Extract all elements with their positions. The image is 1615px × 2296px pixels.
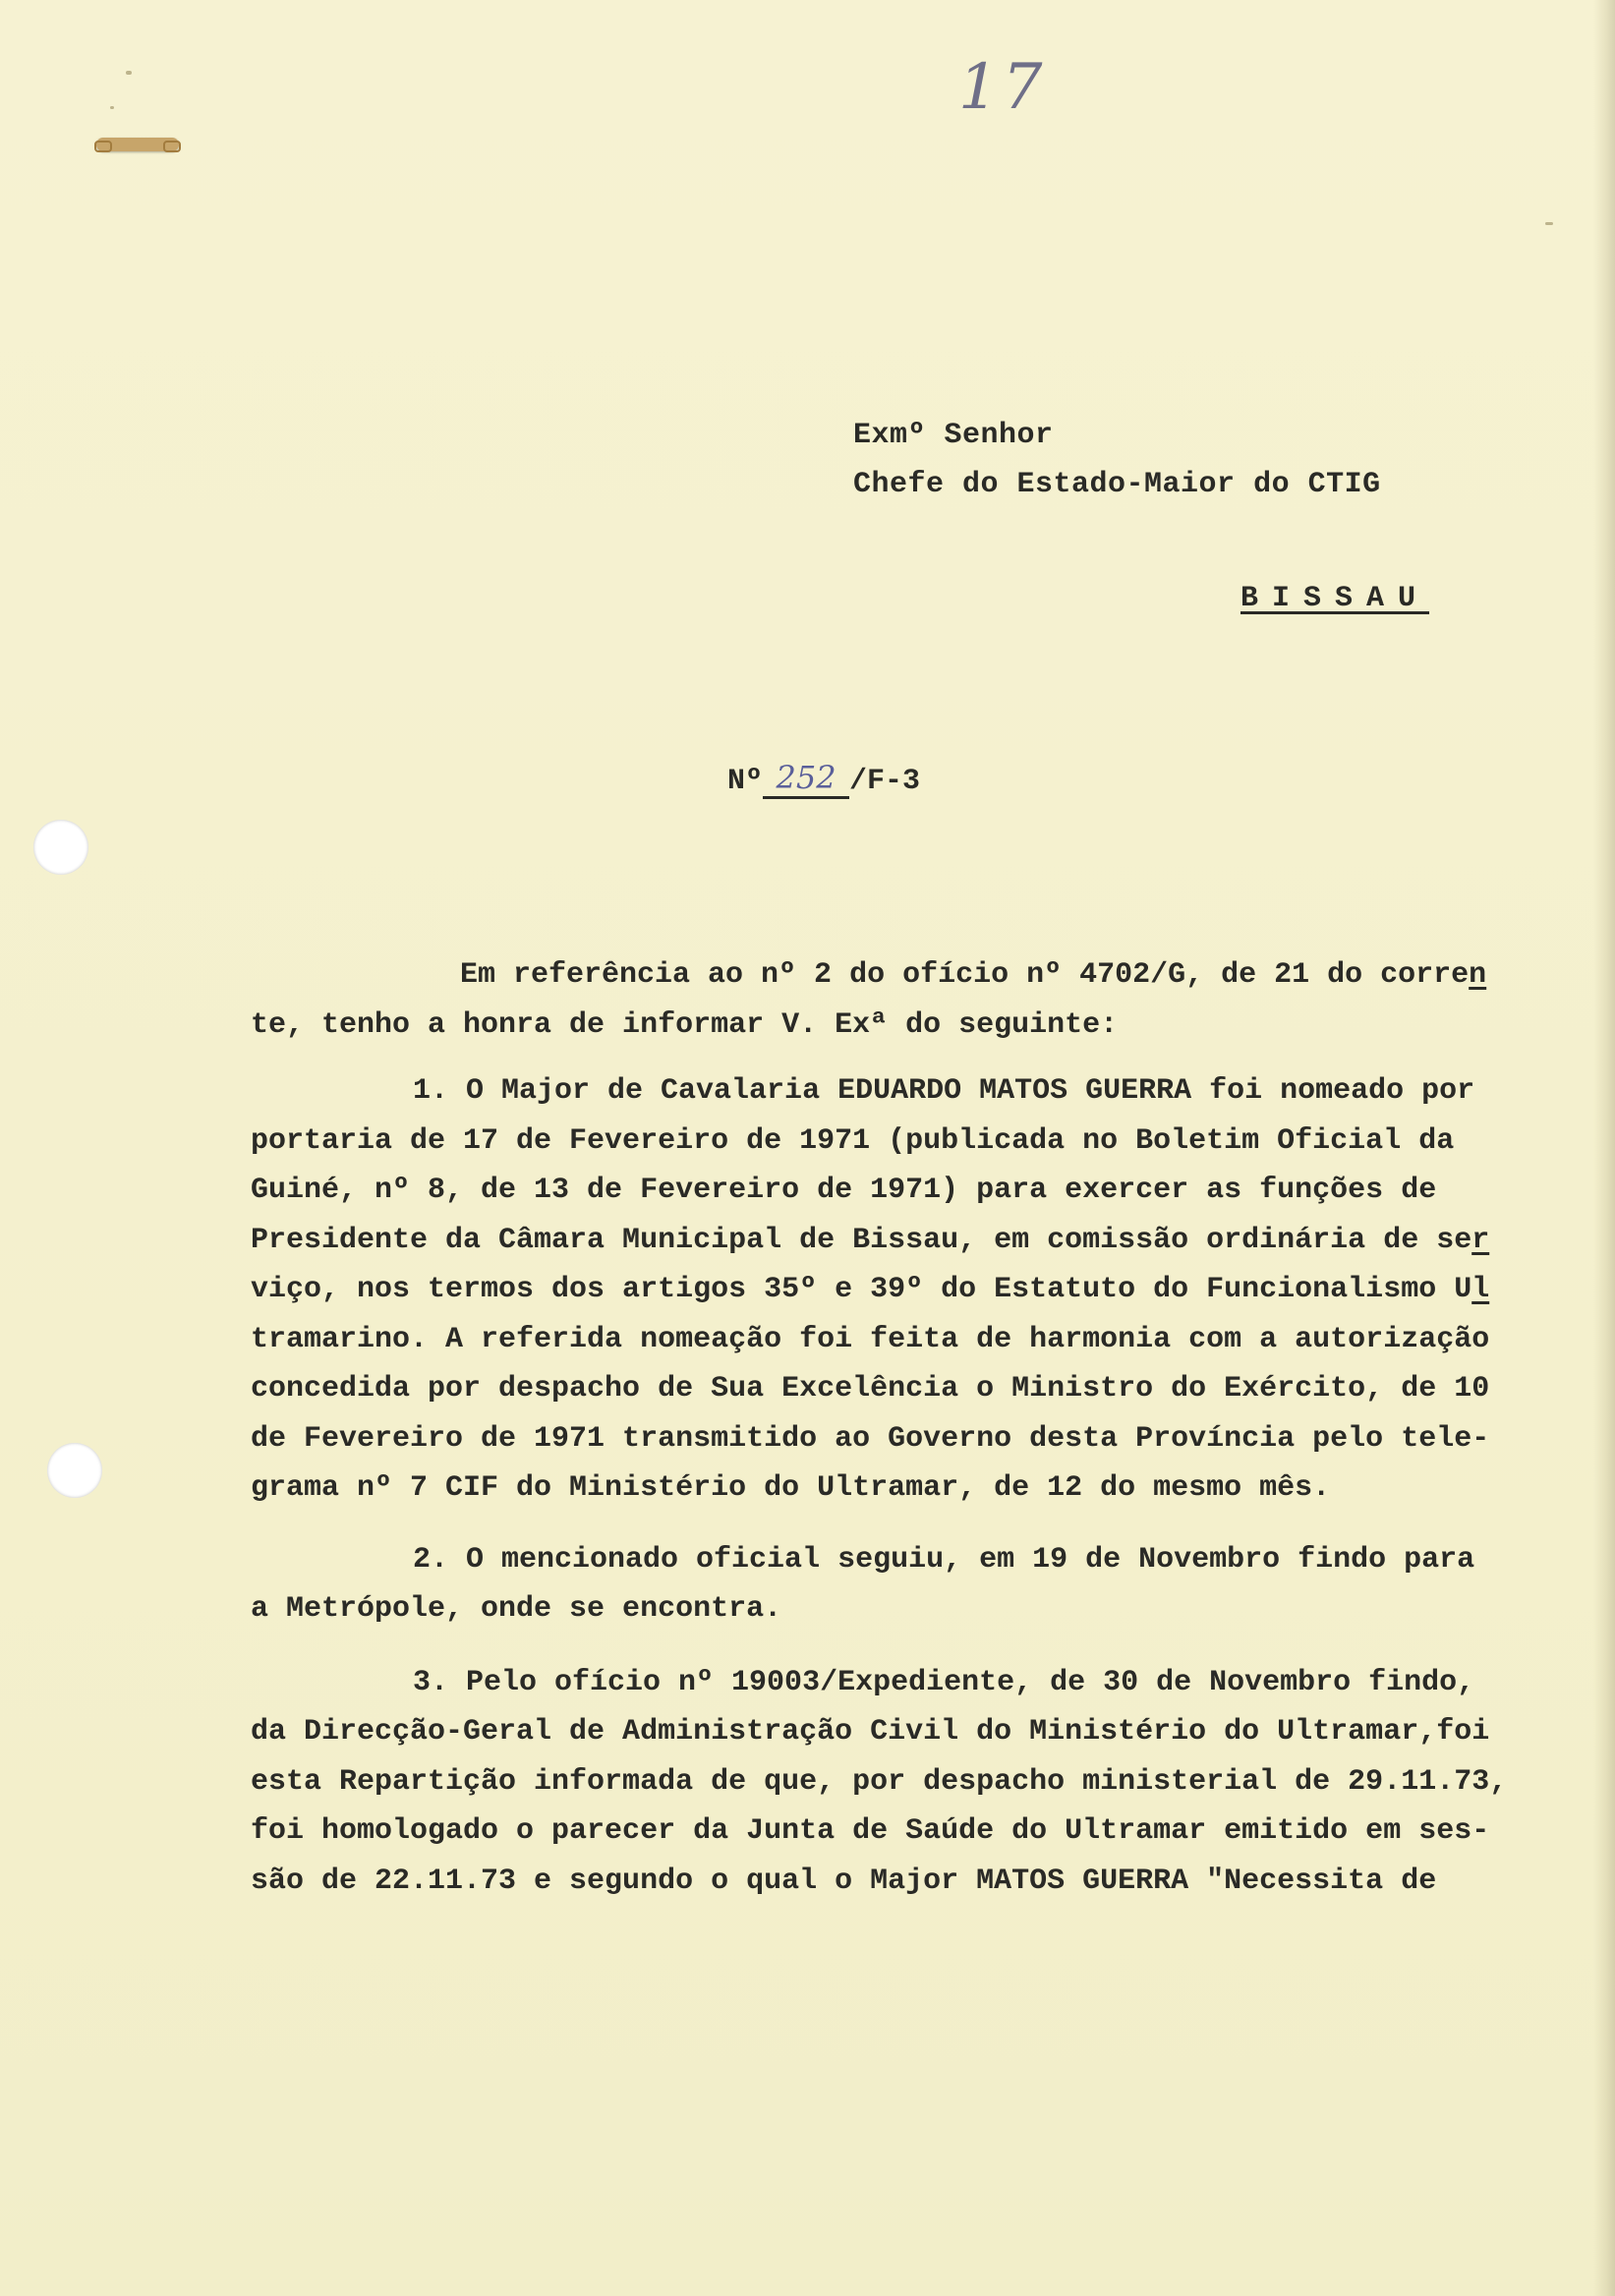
paragraph-line	[251, 1857, 1489, 1907]
paragraph-2	[251, 1066, 1489, 1514]
punch-hole-top	[33, 820, 88, 875]
line-text: grama nº 7 CIF do Ministério do Ultramar, de 12 do mesmo mês.	[251, 1471, 1331, 1505]
paragraph-line	[251, 1066, 1489, 1117]
paragraph-line	[251, 1117, 1489, 1167]
paragraph-line	[251, 1584, 1489, 1635]
paragraph-line	[251, 1265, 1489, 1315]
line-text: da Direcção-Geral de Administração Civil do Ministério do Ultramar,foi	[251, 1715, 1490, 1749]
paragraph-line	[251, 1364, 1489, 1414]
line-end-underlined: n	[1469, 958, 1487, 992]
paragraph-line	[251, 1414, 1489, 1464]
paragraph-line	[251, 1707, 1489, 1757]
paragraph-line	[251, 1166, 1489, 1216]
staple	[96, 138, 179, 151]
line-text: são de 22.11.73 e segundo o qual o Major MATOS GUERRA "Necessita de	[251, 1864, 1437, 1898]
line-text: 3. Pelo ofício nº 19003/Expediente, de 30 de Novembro findo,	[413, 1665, 1475, 1699]
paper-edge-shadow	[1593, 0, 1615, 2296]
paragraph-1	[251, 950, 1489, 1050]
paragraph-line	[251, 950, 1489, 1001]
line-text: esta Repartição informada de que, por despacho ministerial de 29.11.73,	[251, 1764, 1508, 1799]
line-text: tramarino. A referida nomeação foi feita de harmonia com a autorização	[251, 1322, 1490, 1356]
line-text: Presidente da Câmara Municipal de Bissau, em comissão ordinária de se	[251, 1223, 1472, 1257]
paragraph-line	[251, 1216, 1489, 1266]
recipient-title: Chefe do Estado-Maior do CTIG	[853, 468, 1381, 501]
paper-speck	[126, 71, 132, 75]
reference-number-handwritten: 252	[763, 759, 849, 799]
reference-suffix: /F-3	[849, 765, 921, 798]
paragraph-line	[251, 1535, 1489, 1585]
paper-speck	[1545, 222, 1553, 225]
line-text: a Metrópole, onde se encontra.	[251, 1592, 782, 1626]
paragraph-line	[251, 1464, 1489, 1514]
paragraph-4	[251, 1658, 1508, 1907]
paragraph-line	[251, 1315, 1489, 1365]
paper-speck	[110, 106, 114, 109]
line-text: Em referência ao nº 2 do ofício nº 4702/G, de 21 do corre	[460, 958, 1470, 992]
paragraph-3	[251, 1535, 1489, 1635]
paragraph-line	[251, 1658, 1489, 1708]
line-text: viço, nos termos dos artigos 35º e 39º do Estatuto do Funcionalismo U	[251, 1273, 1472, 1306]
line-end-underlined: r	[1471, 1223, 1490, 1257]
line-text: Guiné, nº 8, de 13 de Fevereiro de 1971) para exercer as funções de	[251, 1174, 1437, 1207]
line-text: de Fevereiro de 1971 transmitido ao Governo desta Província pelo tele-	[251, 1421, 1490, 1456]
reference-number-line	[727, 759, 920, 799]
letter-body	[251, 950, 1508, 1906]
paragraph-line	[251, 1807, 1489, 1857]
recipient-city: BISSAU	[1240, 582, 1430, 615]
line-text: 1. O Major de Cavalaria EDUARDO MATOS GUERRA foi nomeado por	[413, 1074, 1475, 1108]
line-end-underlined: l	[1471, 1273, 1490, 1306]
paragraph-line	[251, 1757, 1508, 1808]
punch-hole-bottom	[47, 1443, 102, 1498]
salutation: Exmº Senhor	[853, 419, 1054, 452]
handwritten-page-number: 17	[958, 51, 1047, 124]
line-text: 2. O mencionado oficial seguiu, em 19 de Novembro findo para	[413, 1542, 1475, 1577]
line-text: foi homologado o parecer da Junta de Saúde do Ultramar emitido em ses-	[251, 1814, 1490, 1848]
line-text: portaria de 17 de Fevereiro de 1971 (publicada no Boletim Oficial da	[251, 1123, 1455, 1158]
line-text: te, tenho a honra de informar V. Exª do seguinte:	[251, 1007, 1119, 1042]
reference-prefix: Nº	[727, 765, 764, 798]
line-text: concedida por despacho de Sua Excelência o Ministro do Exército, de 10	[251, 1372, 1490, 1406]
paragraph-line	[251, 1001, 1489, 1051]
